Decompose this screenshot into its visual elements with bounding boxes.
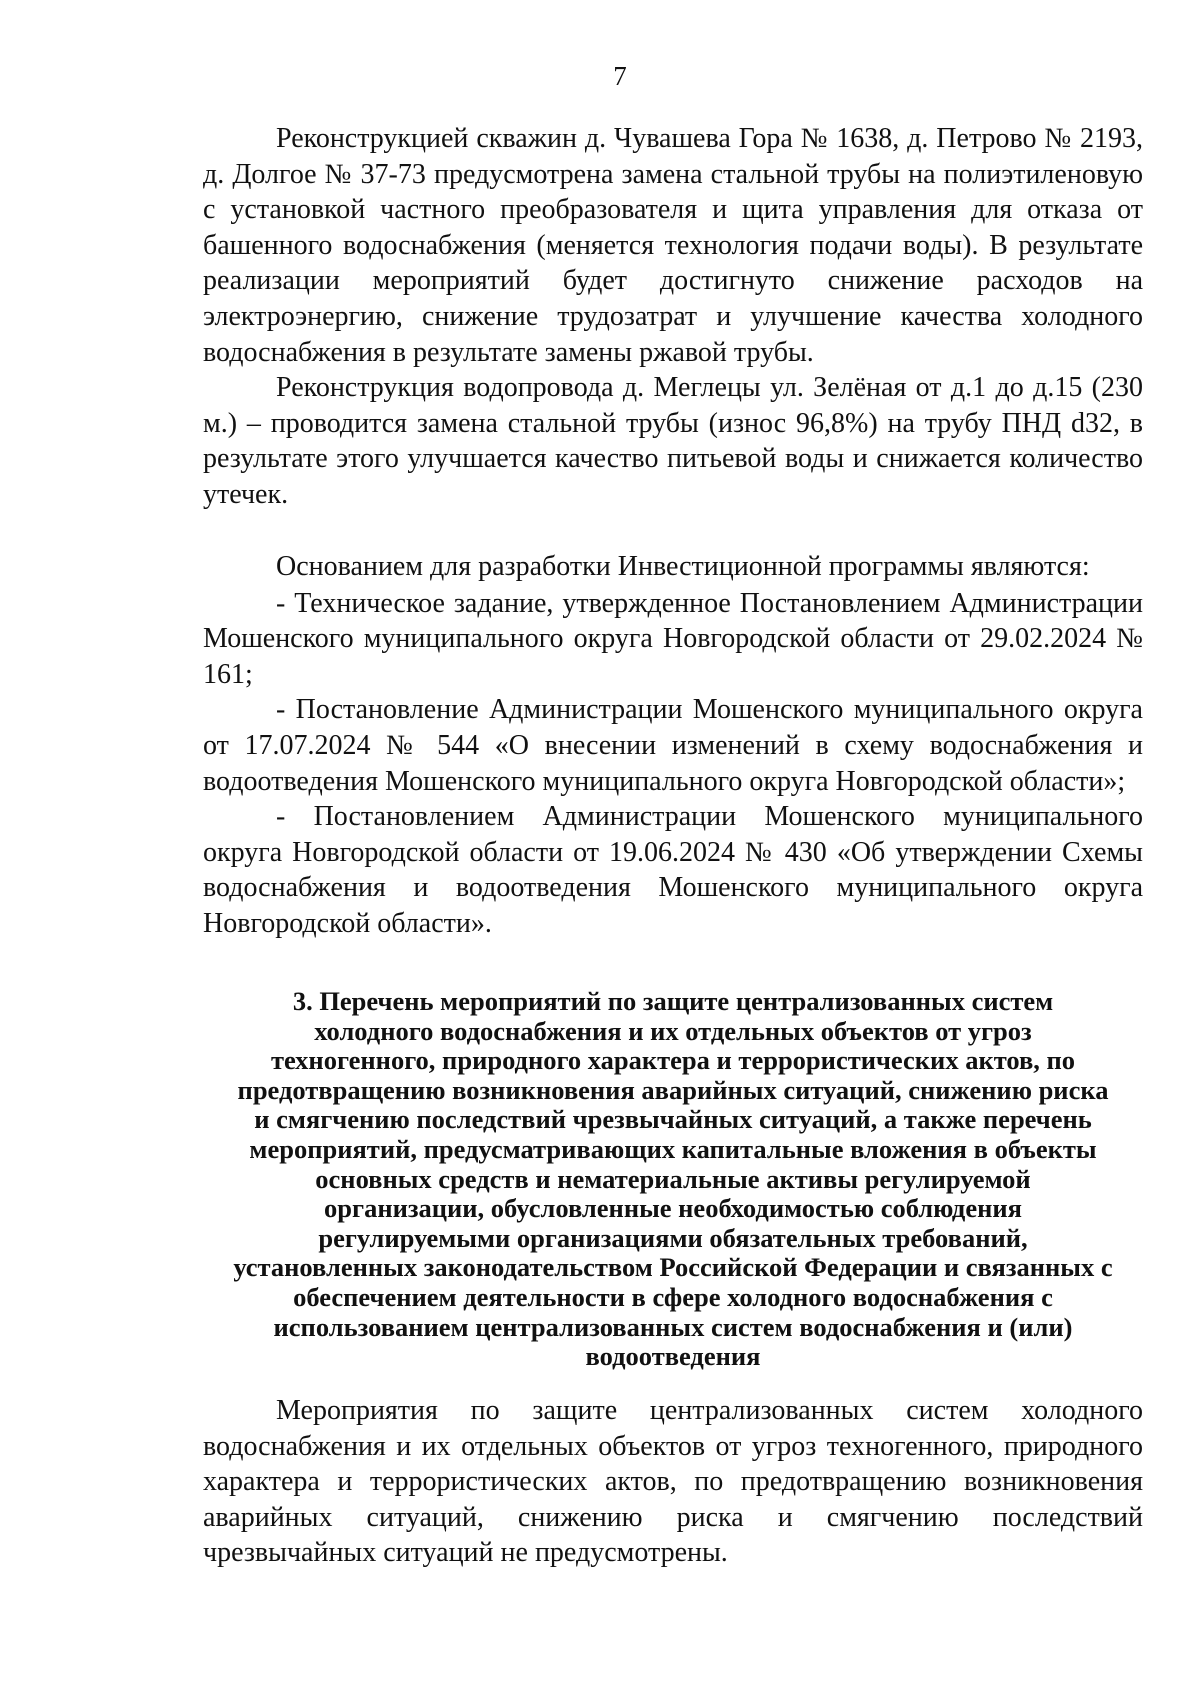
paragraph-pipeline-reconstruction: Реконструкция водопровода д. Меглецы ул. Зелёная от д.1 до д.15 (230 м.) – проводится замена стальной трубы (износ 96,8%) на трубу ПНД d32, в результате этого улучшается качество питьевой воды и снижается количество утечек. [203,372,1143,510]
heading-line: 3. Перечень мероприятий по защите централизованных систем [292,986,1054,1016]
heading-line: холодного водоснабжения и их отдельных объектов от угроз [314,1015,1032,1046]
heading-line: мероприятий, предусматривающих капитальные вложения в объекты [249,1133,1097,1164]
basis-section [203,549,1143,942]
heading-line: предотвращению возникновения аварийных ситуаций, снижению риска [237,1074,1109,1105]
section-heading [200,987,1146,1372]
heading-line: обеспечением деятельности в сфере холодного водоснабжения с [293,1281,1053,1312]
reconstruction-section [203,121,1143,513]
basis-item-technical-task: - Техническое задание, утвержденное Постановлением Администрации Мошенского муниципального округа Новгородской области от 29.02.2024 № 161; [203,587,1143,690]
heading-line: основных средств и нематериальные активы регулируемой [315,1163,1031,1194]
basis-item-resolution-430: - Постановлением Администрации Мошенского муниципального округа Новгородской области от 19.06.2024 № 430 «Об утверждении Схемы водоснабжения и водоотведения Мошенского муниципального округа Новгородской области». [203,801,1143,939]
paragraph-protection-measures: Мероприятия по защите централизованных систем холодного водоснабжения и их отдельных объектов от угроз техногенного, природного характера и террористических актов, по предотвращению возникновения аварийных ситуаций, снижению риска и смягчению последствий чрезвычайных ситуаций не предусмотрены. [203,1395,1143,1569]
paragraph-wells-reconstruction: Реконструкцией скважин д. Чувашева Гора № 1638, д. Петрово № 2193, д. Долгое № 37-73 предусмотрена замена стальной трубы на полиэтиленовую с установкой частного преобразователя и щита управления для отказа от башенного водоснабжения (меняется технология подачи воды). В результате реализации мероприятий будет достигнуто снижение расходов на электроэнергию, снижение трудозатрат и улучшение качества холодного водоснабжения в результате замены ржавой трубы. [203,123,1143,368]
protection-measures-section [203,1393,1143,1571]
heading-line: регулируемыми организациями обязательных требований, [318,1222,1028,1253]
heading-line: техногенного, природного характера и террористических актов, по [270,1045,1076,1076]
heading-line: и смягчению последствий чрезвычайных ситуаций, а также перечень [254,1104,1092,1135]
heading-line: использованием централизованных систем водоснабжения и (или) [273,1311,1073,1342]
basis-item-resolution-544: - Постановление Администрации Мошенского муниципального округа от 17.07.2024 № 544 «О внесении изменений в схему водоснабжения и водоотведения Мошенского муниципального округа Новгородской области»; [203,694,1143,797]
heading-line: водоотведения [585,1341,761,1372]
page-number: 7 [613,61,627,91]
basis-lead-paragraph: Основанием для разработки Инвестиционной программы являются: [276,551,1090,582]
heading-line: организации, обусловленные необходимостью соблюдения [324,1193,1022,1224]
heading-line: установленных законодательством Российской Федерации и связанных с [233,1252,1113,1283]
